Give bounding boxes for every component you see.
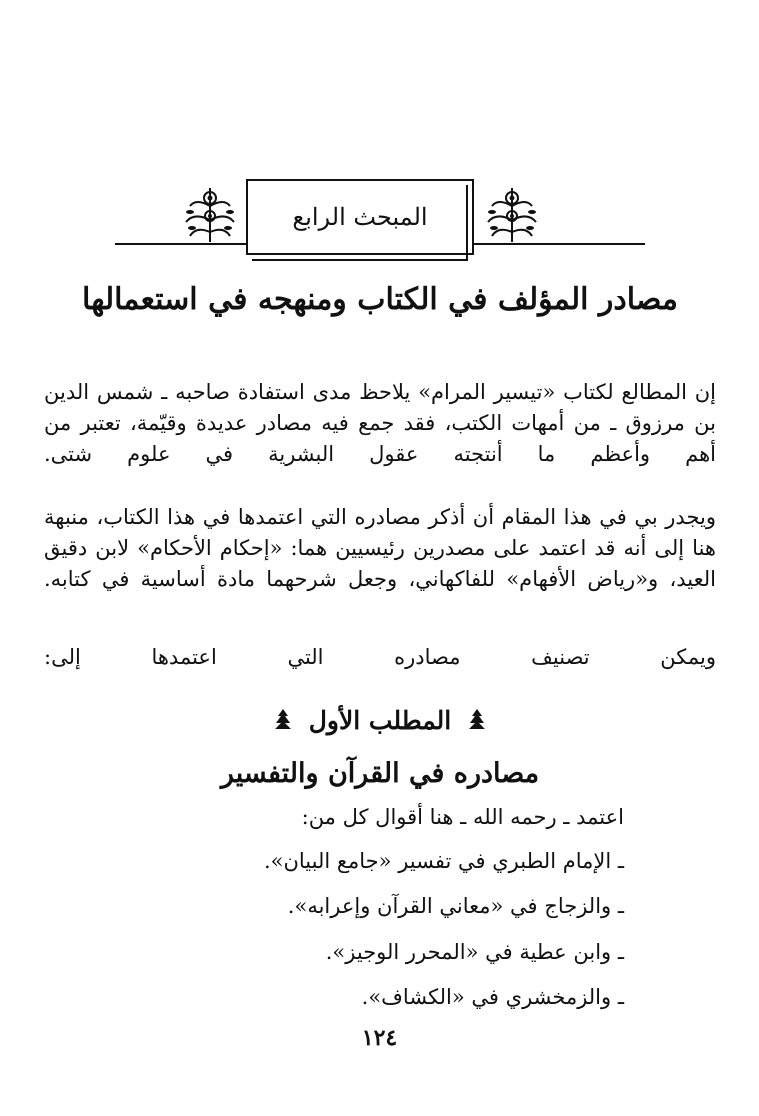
section-title: مصادره في القرآن والتفسير	[220, 758, 540, 789]
floral-ornament-icon	[480, 182, 544, 246]
list-item: ـ الإمام الطبري في تفسير «جامع البيان».	[263, 849, 624, 873]
section-heading	[60, 706, 700, 735]
tree-icon	[274, 708, 292, 732]
section-heading-label: المطلب الأول	[308, 706, 452, 735]
list-item: ـ والزمخشري في «الكشاف».	[361, 985, 624, 1009]
banner-title: المبحث الرابع	[292, 203, 428, 231]
chapter-title: مصادر المؤلف في الكتاب ومنهجه في استعمالها	[82, 282, 678, 317]
page-number: ١٢٤	[361, 1025, 398, 1051]
list-item: ـ وابن عطية في «المحرر الوجيز».	[325, 940, 624, 964]
banner-box	[246, 179, 474, 255]
paragraph-classification: ويمكن تصنيف مصادره التي اعتمدها إلى:	[44, 645, 716, 669]
paragraph-intro: إن المطالع لكتاب «تيسير المرام» يلاحظ مدى استفادة صاحبه ـ شمس الدين بن مرزوق ـ من أمهات الكتب، فقد جمع فيه مصادر عديدة وقيّمة، تعتبر من أهم وأعظم ما أنتجته عقول البشرية في علوم شتى.	[44, 380, 716, 466]
tree-icon	[468, 708, 486, 732]
paragraph-main-sources: ويجدر بي في هذا المقام أن أذكر مصادره التي اعتمدها في هذا الكتاب، منبهة هنا إلى أنه قد اعتمد على مصدرين رئيسيين هما: «إحكام الأحكام» لابن دقيق العيد، و«رياض الأفهام» للفاكهاني، وجعل شرحهما مادة أساسية في كتابه.	[44, 505, 716, 591]
list-item: ـ والزجاج في «معاني القرآن وإعرابه».	[287, 894, 624, 918]
floral-ornament-icon	[178, 182, 242, 246]
section-intro: اعتمد ـ رحمه الله ـ هنا أقوال كل من:	[301, 805, 624, 829]
